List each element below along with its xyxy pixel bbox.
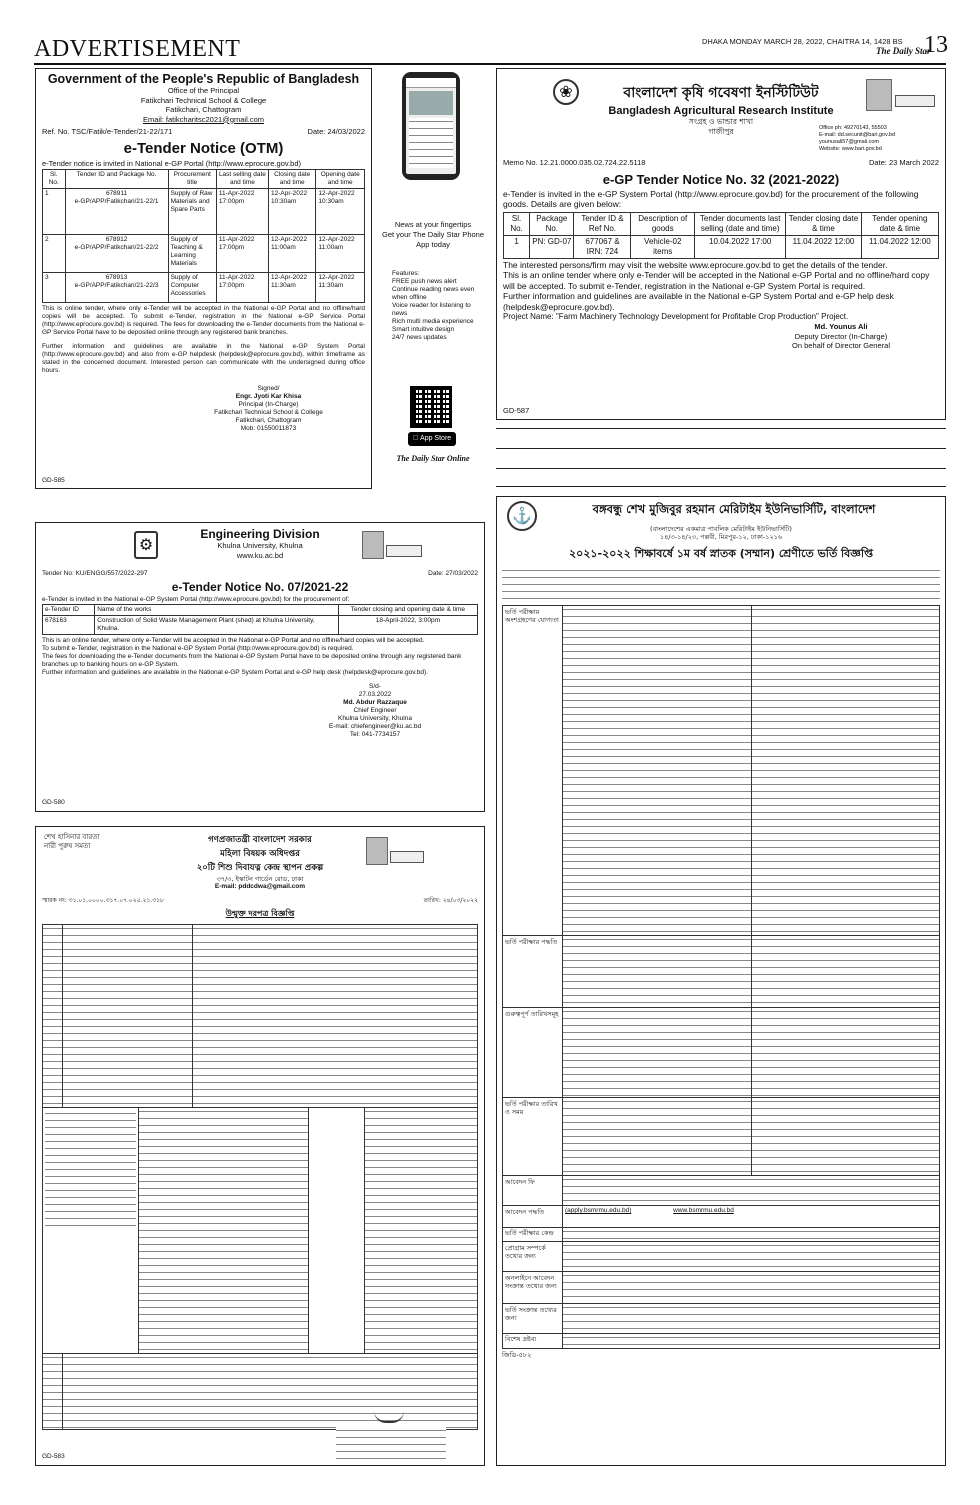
row-label: বিশেষ দ্রষ্টব্য xyxy=(503,1334,563,1348)
column-header: Tender ID & Ref No. xyxy=(574,212,631,235)
signature-line: On behalf of Director General xyxy=(792,341,890,350)
university-subtitle: (বাংলাদেশের একমাত্র পাবলিক মেরিটাইম ইউনিভার্সিটি) xyxy=(650,525,792,533)
row-label: ভর্তি পরীক্ষার তারিখ ও সময় xyxy=(503,1098,563,1175)
portrait-image xyxy=(866,79,892,111)
terms-paragraph: This is online tender, where only e-Tender will be accepted in the National e-GP Portal and no offline/hard copies will be accepted. To submit e-Tender, registration in the National e-GP Service Portal (http://www.eprocure.gov.bd) is required. The fees for downloading the e-Tender documents from the National e-GP Service Portal have to be deposited online through any registered bank branches. xyxy=(42,305,365,336)
qr-code-icon[interactable] xyxy=(410,386,452,428)
table-row xyxy=(503,1206,939,1228)
table-row xyxy=(503,1228,939,1242)
bsmmu-admission-ad xyxy=(496,496,946,1466)
signature-line: Principal (In-Charge) xyxy=(238,401,299,408)
notice-title: উন্মুক্ত দরপত্র বিজ্ঞপ্তি xyxy=(225,909,295,918)
table-cell: PN: GD-07 xyxy=(530,235,574,258)
portrait-image xyxy=(362,531,384,559)
table-row xyxy=(43,616,478,635)
contact-line: E-mail: dd.secunit@bari.gov.bd xyxy=(819,132,896,138)
table-cell: 2 xyxy=(43,235,66,273)
feature-item: Smart intuitive design xyxy=(392,326,455,333)
schedule-table xyxy=(42,1108,478,1354)
bari-bangla-title: বাংলাদেশ কৃষি গবেষণা ইনস্টিটিউট xyxy=(623,85,819,101)
gd-number: জিডি-৫৮২ xyxy=(502,1351,532,1359)
table-cell: Vehicle-02 items xyxy=(631,235,695,258)
row-label: ভর্তি পরীক্ষায় অংশগ্রহণের যোগ্যতা xyxy=(503,606,563,935)
tender-table xyxy=(503,212,939,259)
division-title: Engineering Division xyxy=(200,527,320,541)
column-header: Closing date and time xyxy=(269,170,316,189)
table-row xyxy=(503,606,939,936)
signature-block xyxy=(336,1427,446,1459)
table-row xyxy=(503,1334,939,1348)
table-cell: 11-Apr-2022 17:00pm xyxy=(216,273,268,303)
row-label: আবেদন ফি xyxy=(503,1176,563,1205)
tender-detail-table xyxy=(42,924,478,1108)
table-cell: 11-Apr-2022 17:00pm xyxy=(216,189,268,235)
table-row xyxy=(503,1176,939,1206)
notice-date: Date: 24/03/2022 xyxy=(307,127,365,136)
mujib-logo-icon xyxy=(386,545,422,557)
row-label: ভর্তি পরীক্ষার পদ্ধতি xyxy=(503,936,563,1007)
portrait-image xyxy=(366,837,388,865)
notice-title: e-Tender Notice No. 07/2021-22 xyxy=(171,580,349,594)
table-cell: Supply of Raw Materials and Spare Parts xyxy=(168,189,216,235)
divider xyxy=(496,428,946,429)
mujib-logo-icon xyxy=(390,851,424,863)
column-header: Tender ID and Package No. xyxy=(65,170,168,189)
apple-icon xyxy=(413,435,418,442)
table-row xyxy=(503,1008,939,1098)
promo-subtagline: Get your The Daily Star Phone App today xyxy=(382,230,484,249)
website-link[interactable]: www.bsmrmu.edu.bd xyxy=(673,1207,734,1214)
notice-date: Date: 23 March 2022 xyxy=(868,158,939,167)
signature-line: Fatikchari Technical School & College xyxy=(214,409,323,416)
page-number: 13 xyxy=(924,32,948,58)
row-label: অনলাইনে আবেদন সংক্রান্ত তথ্যের জন্য xyxy=(503,1272,563,1303)
govt-title: গণপ্রজাতন্ত্রী বাংলাদেশ সরকার xyxy=(208,835,312,845)
table-row xyxy=(43,189,365,235)
university-logo-icon: ⚓ xyxy=(507,501,537,531)
bari-branch: সংগ্রহ ও ভান্ডার শাখা xyxy=(688,117,754,126)
table-cell: 678163 xyxy=(43,616,95,635)
bari-title: Bangladesh Agricultural Research Institute xyxy=(608,105,834,117)
office-address: ৩৭/৩, ইস্কাটন গার্ডেন রোড, ঢাকা xyxy=(216,875,304,883)
promo-tagline: News at your fingertips xyxy=(394,220,472,229)
table-cell: 12-Apr-2022 11:30am xyxy=(316,273,365,303)
table-cell: 18-April-2022, 3:00pm xyxy=(338,616,477,635)
table-row xyxy=(503,936,939,1008)
slogan-line: শেখ হাসিনার বারতা xyxy=(44,833,100,841)
app-promo xyxy=(380,68,486,478)
table-cell: 12-Apr-2022 10:30am xyxy=(269,189,316,235)
institution-name: Fatikchari Technical School & College xyxy=(140,95,267,105)
terms-paragraph: The fees for downloading the e-Tender documents from the National e-GP System Portal have to be deposited online through any registered bank branches up to banking hours on e-GP System. xyxy=(42,653,462,668)
table-cell: 12-Apr-2022 11:00am xyxy=(269,235,316,273)
ku-logo-icon: ⚙ xyxy=(134,531,158,559)
features-title: Features: xyxy=(392,270,420,277)
bari-tender-ad xyxy=(496,68,946,420)
office-line: Office of the Principal xyxy=(167,86,240,95)
notice-intro: e-Tender is invited in the National e-GP System Portal (http://www.eprocure.gov.bd) for the procurement of: xyxy=(42,596,350,603)
column-header: Name of the works xyxy=(95,605,339,616)
institution-location: Fatikchari, Chattogram xyxy=(165,105,242,114)
terms-paragraph: Further information and guidelines are available in the National e-GP System Portal (http://www.eprocure.gov.bd) and also from e-GP helpdesk (helpdesk@eprocure.gov.bd), within timeframe as stated in the concerned document. Interested person can communicate with the undersigned during office hours. xyxy=(42,343,365,374)
gd-number: GD-585 xyxy=(42,477,65,484)
divider xyxy=(496,486,946,487)
gd-number: GD-580 xyxy=(42,799,65,806)
feature-item: Voice reader for listening to news xyxy=(392,302,471,317)
signature-line: Mob: 01550011873 xyxy=(240,425,297,432)
university-name: Khulna University, Khulna xyxy=(217,541,303,550)
table-cell: 1 xyxy=(43,189,66,235)
column-header: Last selling date and time xyxy=(216,170,268,189)
table-cell: 10.04.2022 17:00 xyxy=(695,235,786,258)
signature-line: Khulna University, Khulna xyxy=(338,715,412,722)
email-link[interactable]: E-mail: pddcdwa@gmail.com xyxy=(214,883,306,890)
app-store-badge[interactable] xyxy=(408,432,456,446)
department-title: মহিলা বিষয়ক অধিদপ্তর xyxy=(220,849,300,859)
terms-paragraph: This is an online tender where only e-Tender will be accepted in the National e-GP Portal and no offline/hard copy will be accepted. To submit e-Tender, registration in the National e-GP System Portal is required. xyxy=(503,270,930,291)
notice-title: e-Tender Notice (OTM) xyxy=(123,139,284,157)
terms-paragraph: To submit e-Tender, registration in the National e-GP System Portal (http://www.eprocure.gov.bd) is required. xyxy=(42,645,354,652)
feature-item: Continue reading news even when offline xyxy=(392,286,475,301)
signatory-name: Md. Abdur Razzaque xyxy=(343,699,407,706)
notice-intro: e-Tender is invited in the e-GP System Portal (http://www.eprocure.gov.bd) for the procurement of the following goods. Details are given below: xyxy=(503,188,919,209)
table-row xyxy=(43,273,365,303)
table-cell: 12-Apr-2022 11:30am xyxy=(269,273,316,303)
table-row xyxy=(503,1242,939,1272)
university-title: বঙ্গবন্ধু শেখ মুজিবুর রহমান মেরিটাইম ইউনিভার্সিটি, বাংলাদেশ xyxy=(592,502,876,516)
row-label: গুরুত্বপূর্ণ তারিখসমূহ xyxy=(503,1008,563,1097)
table-cell: 11.04.2022 12:00 xyxy=(861,235,938,258)
terms-paragraph: Further information and guidelines are available in the National e-GP System Portal and e-GP help desk (helpdesk@eprocure.gov.bd). xyxy=(503,291,894,312)
memo-number: Memo No. 12.21.0000.035.02.724.22.5118 xyxy=(503,158,646,167)
contact-line: Office ph: 49270143, 55503 xyxy=(819,125,887,131)
slogan-line: নারী পুরুষ সমতা xyxy=(44,842,91,850)
signature-line: S/d- xyxy=(369,683,381,690)
row-label: ভর্তি সংক্রান্ত তথ্যের জন্য xyxy=(503,1304,563,1333)
notice-title: ২০২১-২০২২ শিক্ষাবর্ষে ১ম বর্ষ স্নাতক (সম্মান) শ্রেণীতে ভর্তি বিজ্ঞপ্তি xyxy=(568,547,874,560)
table-row xyxy=(503,1272,939,1304)
fatikchari-tender-ad xyxy=(35,68,372,489)
women-affairs-tender-ad xyxy=(35,826,485,1466)
column-header: Package No. xyxy=(530,212,574,235)
signatory-name: Md. Younus Ali xyxy=(814,322,868,331)
column-header: Description of goods xyxy=(631,212,695,235)
table-cell: 1 xyxy=(504,235,530,258)
university-website[interactable]: www.ku.ac.bd xyxy=(236,550,284,560)
column-header: Tender closing and opening date & time xyxy=(338,605,477,616)
signature-line: Signed/ xyxy=(257,385,280,392)
app-store-label: App Store xyxy=(416,435,448,442)
column-header: Tender opening date & time xyxy=(861,212,938,235)
column-header: e-Tender ID xyxy=(43,605,95,616)
table-cell: 3 xyxy=(43,273,66,303)
row-label: প্রোগ্রাম সম্পর্কে তথ্যের জন্য xyxy=(503,1242,563,1271)
table-cell: 11-Apr-2022 17:00pm xyxy=(216,235,268,273)
table-cell: Supply of Teaching & Learning Materials xyxy=(168,235,216,273)
column-header: Tender documents last selling (date and time) xyxy=(695,212,786,235)
signatory-name: Engr. Jyoti Kar Khisa xyxy=(235,393,302,400)
tender-table xyxy=(42,604,478,635)
signature-line: Chief Engineer xyxy=(353,707,397,714)
column-header: Procurement title xyxy=(168,170,216,189)
tender-table xyxy=(42,169,365,303)
khulna-tender-ad xyxy=(35,522,485,812)
terms-paragraph: This is an online tender, where only e-Tender will be accepted in the National e-GP Portal and no offline/hard copies will be accepted. xyxy=(42,637,425,644)
table-cell: 678912 e-GP/APP/Fatikchari/21-22/2 xyxy=(65,235,168,273)
brand-logo: The Daily Star Online xyxy=(396,454,470,463)
feature-item: 24/7 news updates xyxy=(392,334,447,341)
table-row xyxy=(503,1304,939,1334)
university-address: ১৪/৩-১৪/২৩, পল্লবী, মিরপুর-১২, ঢাকা-১২১৬ xyxy=(659,533,783,541)
mujib-logo-icon xyxy=(895,95,935,107)
signature-line: E-mail: chiefengineer@ku.ac.bd xyxy=(328,723,422,730)
signature-line: Fatikchari, Chattogram xyxy=(235,417,302,424)
project-title: ২০টি শিশু দিবাযত্ন কেন্দ্র স্থাপন প্রকল্প xyxy=(196,863,324,873)
row-label: ভর্তি পরীক্ষার কেন্দ্র xyxy=(503,1228,563,1241)
feature-item: Rich multi media experience xyxy=(392,318,474,325)
table-row xyxy=(503,1098,939,1176)
terms-paragraph: Further information and guidelines are available in the National e-GP System Portal and e-GP help desk (helpdesk@eprocure.gov.bd). xyxy=(42,669,428,676)
email-link[interactable]: Email: fatikcharitsc2021@gmail.com xyxy=(143,114,264,124)
column-header: Sl. No. xyxy=(43,170,66,189)
table-cell: 12-Apr-2022 11:00am xyxy=(316,235,365,273)
masthead-rule xyxy=(34,63,946,65)
ad-heading: Government of the People's Republic of Bangladesh xyxy=(47,72,360,86)
table-cell: 677067 & IRN: 724 xyxy=(574,235,631,258)
notice-intro: e-Tender notice is invited in National e-GP Portal (http://www.eprocure.gov.bd) xyxy=(42,158,302,168)
notice-date: তারিখ: ২৪/০৩/২০২২ xyxy=(423,897,478,904)
notice-date: Date: 27/03/2022 xyxy=(428,570,478,577)
issue-date: DHAKA MONDAY MARCH 28, 2022, CHAITRA 14, 1428 BS xyxy=(702,37,903,46)
gd-number: GD-587 xyxy=(503,405,530,415)
table-cell: 12-Apr-2022 10:30am xyxy=(316,189,365,235)
memo-number: স্মারক নং: ৩১.০১.০০০০.৩১৭.০৭.০২৫.২১.৩১৮ xyxy=(42,897,164,904)
gd-number: GD-583 xyxy=(42,1453,65,1460)
divider xyxy=(496,468,946,469)
project-name: Project Name: "Farm Machinery Technology Development for Profitable Crop Production" Project. xyxy=(503,312,849,321)
admission-table xyxy=(502,605,940,1349)
table-cell: 678911 e-GP/APP/Fatikchari/21-22/1 xyxy=(65,189,168,235)
row-label: আবেদন পদ্ধতি xyxy=(503,1206,563,1227)
table-cell: Supply of Computer Accessories xyxy=(168,273,216,303)
bari-logo-icon: ❀ xyxy=(553,79,579,105)
apply-url-link[interactable]: (apply.bsmrmu.edu.bd) xyxy=(565,1207,632,1214)
conditions-table xyxy=(42,1354,478,1430)
notice-title: e-GP Tender Notice No. 32 (2021-2022) xyxy=(602,171,840,187)
intro-paragraph xyxy=(502,567,940,603)
tender-number: Tender No: KU/ENGG/557/2022-297 xyxy=(42,570,148,577)
column-header: Sl. No. xyxy=(504,212,530,235)
table-cell: Construction of Solid Waste Management Plant (shed) at Khulna University, Khulna. xyxy=(95,616,339,635)
reference-number: Ref. No. TSC/Fatik/e-Tender/21-22/171 xyxy=(42,127,173,136)
paper-name: The Daily Star xyxy=(876,46,931,56)
feature-item: FREE push news alert xyxy=(392,278,457,285)
column-header: Tender closing date & time xyxy=(786,212,861,235)
signature-line: Tel: 041-7734157 xyxy=(349,731,401,738)
contact-line: younusali57@gmail.com xyxy=(819,139,880,145)
phone-image xyxy=(402,72,460,180)
section-title: ADVERTISEMENT xyxy=(34,36,241,62)
table-cell: 11.04.2022 12:00 xyxy=(786,235,861,258)
signature-line: 27.03.2022 xyxy=(358,691,392,698)
contact-line: Website: www.bari.gov.bd xyxy=(819,146,882,152)
column-header: Opening date and time xyxy=(316,170,365,189)
terms-paragraph: The interested persons/firm may visit the website www.eprocure.gov.bd to get the details of the tender. xyxy=(503,259,888,270)
table-cell: 678913 e-GP/APP/Fatikchari/21-22/3 xyxy=(65,273,168,303)
table-row xyxy=(504,235,939,258)
signature-line: Deputy Director (In-Charge) xyxy=(794,331,888,341)
bari-location: গাজীপুর xyxy=(708,126,734,136)
divider xyxy=(496,448,946,449)
table-row xyxy=(43,235,365,273)
